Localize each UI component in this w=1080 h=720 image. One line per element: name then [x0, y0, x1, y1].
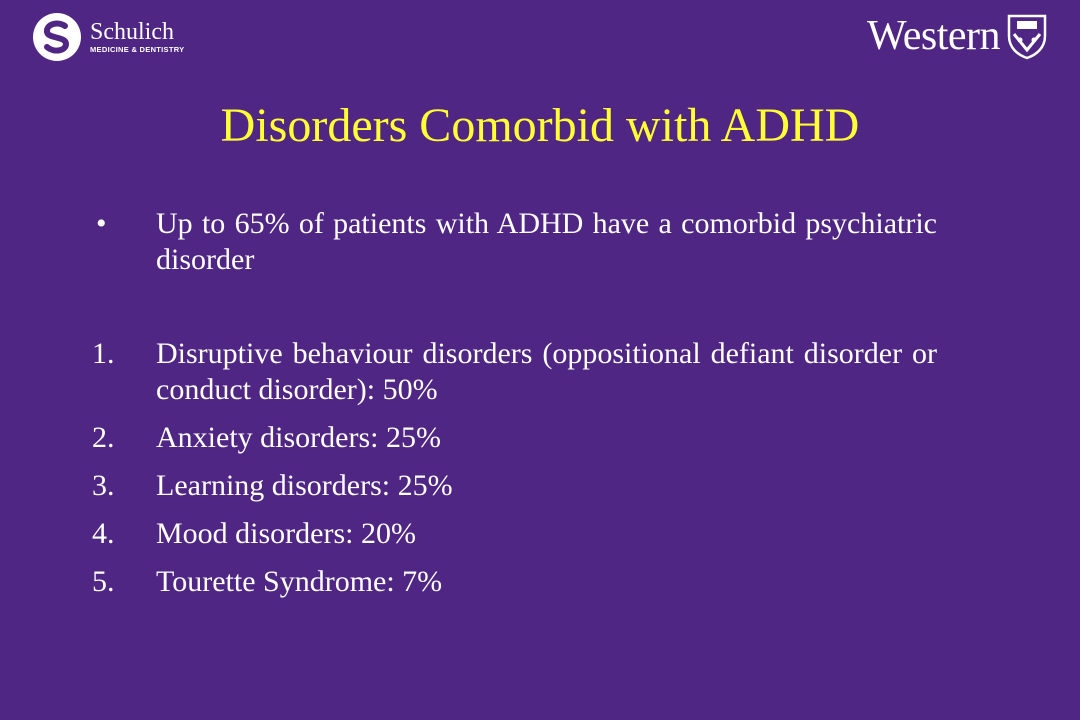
list-number: 5. — [92, 565, 115, 598]
list-text: Mood disorders: 20% — [156, 517, 416, 550]
slide-title: Disorders Comorbid with ADHD — [220, 99, 860, 152]
list-text: Tourette Syndrome: 7% — [156, 565, 443, 598]
list-text: Anxiety disorders: 25% — [156, 421, 441, 454]
bullet-marker: • — [96, 207, 107, 240]
list-item — [92, 516, 937, 552]
list-item — [92, 336, 937, 408]
western-crest-icon — [1006, 12, 1048, 60]
schulich-s-icon — [32, 12, 82, 62]
western-logo — [867, 12, 1048, 60]
list-text: Learning disorders: 25% — [156, 469, 453, 502]
schulich-logo — [32, 12, 184, 62]
list-item — [92, 468, 937, 504]
western-name: Western — [866, 13, 1000, 59]
intro-bullet — [92, 206, 937, 278]
schulich-name: Schulich — [90, 19, 174, 46]
bullet-text: Up to 65% of patients with ADHD have a comorbid psychiatric disorder — [156, 207, 937, 276]
list-number: 4. — [92, 517, 115, 550]
schulich-subtitle: MEDICINE & DENTISTRY — [90, 45, 185, 55]
list-number: 2. — [92, 421, 115, 454]
list-item — [92, 420, 937, 456]
slide-content — [92, 206, 937, 612]
list-item — [92, 564, 937, 600]
list-number: 1. — [92, 337, 115, 370]
list-text: Disruptive behaviour disorders (oppositional defiant disorder or conduct disorder): 50% — [156, 337, 937, 406]
list-number: 3. — [92, 469, 115, 502]
